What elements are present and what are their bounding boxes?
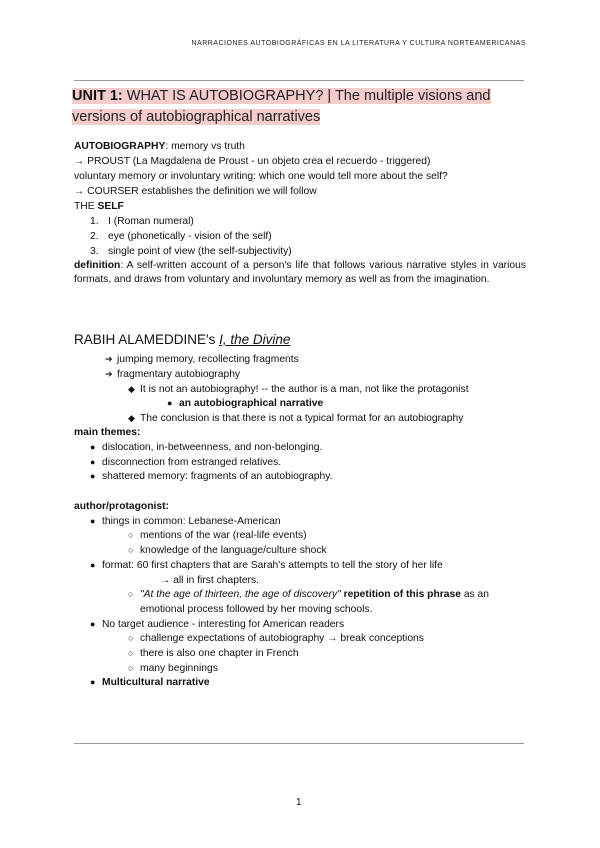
- arrow-bullet-icon: ➔: [105, 354, 113, 364]
- diamond-bullet-icon: ◆: [128, 413, 135, 423]
- multicultural-item: [90, 676, 210, 690]
- sub-text: mentions of the war (real-life events): [140, 530, 307, 541]
- list-item: [90, 245, 292, 259]
- list-text: single point of view (the self-subjectivity): [108, 246, 292, 257]
- title-line2: versions of autobiographical narratives: [72, 109, 321, 125]
- theme-item: [90, 470, 332, 484]
- page-number: 1: [296, 797, 302, 808]
- list-number: 3.: [90, 246, 99, 257]
- common-item: [90, 515, 281, 529]
- sub-item: [128, 632, 424, 646]
- autobiography-line: [74, 140, 245, 154]
- autobiography-term: AUTOBIOGRAPHY: [74, 141, 166, 152]
- list-number: 2.: [90, 231, 99, 242]
- section-heading: [74, 332, 290, 347]
- author-name: RABIH ALAMEDDINE's: [74, 332, 220, 347]
- multicultural-text: Multicultural narrative: [102, 677, 210, 688]
- themes-label: [74, 426, 140, 440]
- circle-bullet-icon: ○: [128, 530, 134, 540]
- dot-bullet-icon: ●: [90, 677, 96, 687]
- voluntary-line: voluntary memory or involuntary writing: which one would tell more about the self?: [74, 171, 448, 182]
- dot-bullet-icon: ●: [90, 560, 96, 570]
- themes-label-text: main themes:: [74, 427, 141, 438]
- circle-bullet-icon: ○: [128, 545, 134, 555]
- target-item: [90, 618, 344, 632]
- sub-text: many beginnings: [140, 663, 218, 674]
- dot-text: an autobiographical narrative: [179, 398, 324, 409]
- dot-bullet-icon: ●: [90, 457, 96, 467]
- quote-rest-text: as an: [460, 589, 490, 600]
- quote-text: "At the age of thirteen, the age of discovery": [140, 589, 341, 600]
- sub-text: there is also one chapter in French: [140, 648, 299, 659]
- the-label: THE: [74, 201, 98, 212]
- header-divider: [74, 80, 524, 81]
- self-label: SELF: [97, 201, 124, 212]
- definition-text: : A self-written account of a person's life that follows various narrative styles in various formats, and draws from voluntary and involuntary memory as well as from the imagination.: [74, 260, 526, 286]
- circle-bullet-icon: ○: [128, 633, 134, 643]
- diamond-text: The conclusion is that there is not a typical format for an autobiography: [140, 413, 464, 424]
- diamond-item: [128, 383, 469, 397]
- format-text: format: 60 first chapters that are Sarah's attempts to tell the story of her life: [102, 560, 443, 571]
- theme-item: [90, 456, 281, 470]
- unit-label: UNIT 1:: [72, 88, 123, 104]
- target-text: No target audience - interesting for American readers: [102, 619, 345, 630]
- diamond-text: It is not an autobiography! -- the author is a man, not like the protagonist: [140, 384, 469, 395]
- dot-bullet-icon: ●: [90, 619, 96, 629]
- arrow-text: jumping memory, recollecting fragments: [117, 354, 299, 365]
- format-item: [90, 559, 443, 573]
- list-text: eye (phonetically - vision of the self): [108, 231, 272, 242]
- dot-bullet-icon: ●: [90, 516, 96, 526]
- list-text: I (Roman numeral): [108, 216, 194, 227]
- theme-text: disconnection from estranged relatives.: [102, 457, 282, 468]
- format-continuation: → all in first chapters.: [160, 575, 259, 586]
- dot-bullet-icon: ●: [90, 471, 96, 481]
- sub-item: [128, 662, 218, 676]
- arrow-bullet-icon: ➔: [105, 369, 113, 379]
- unit-title: [72, 86, 528, 128]
- list-item: [90, 230, 272, 244]
- quote-bold-text: repetition of this phrase: [340, 589, 461, 600]
- running-header: NARRACIONES AUTOBIOGRÁFICAS EN LA LITERATURA Y CULTURA NORTEAMERICANAS: [191, 40, 526, 47]
- sub-item: [128, 529, 307, 543]
- footer-divider: [74, 743, 524, 744]
- sub-text: knowledge of the language/culture shock: [140, 545, 327, 556]
- arrow-item: [105, 353, 299, 367]
- diamond-item: [128, 412, 463, 426]
- common-text: things in common: Lebanese-American: [102, 516, 281, 527]
- theme-text: shattered memory: fragments of an autobiography.: [102, 471, 333, 482]
- dot-bullet-icon: ●: [167, 398, 173, 408]
- ap-label-text: author/protagonist:: [74, 501, 169, 512]
- author-protagonist-label: [74, 500, 169, 514]
- proust-line: → PROUST (La Magdalena de Proust - un objeto crea el recuerdo - triggered): [74, 156, 431, 167]
- sub-item: [128, 544, 327, 558]
- quote-item: [128, 588, 489, 602]
- list-number: 1.: [90, 216, 99, 227]
- definition-label: definition: [74, 260, 121, 271]
- the-self-line: [74, 200, 124, 214]
- list-item: [90, 215, 194, 229]
- arrow-item: [105, 368, 240, 382]
- book-title: I, the Divine: [219, 332, 291, 347]
- quote-continuation: emotional process followed by her moving schools.: [140, 604, 373, 615]
- theme-text: dislocation, in-betweenness, and non-belonging.: [102, 442, 323, 453]
- sub-item: [128, 647, 299, 661]
- theme-item: [90, 441, 322, 455]
- circle-bullet-icon: ○: [128, 589, 134, 599]
- courser-line: → COURSER establishes the definition we will follow: [74, 186, 317, 197]
- dot-item: [167, 397, 323, 411]
- sub-text: challenge expectations of autobiography → break conceptions: [140, 633, 424, 644]
- autobiography-desc: : memory vs truth: [165, 141, 245, 152]
- definition-paragraph: [74, 259, 526, 288]
- arrow-text: fragmentary autobiography: [117, 369, 241, 380]
- dot-bullet-icon: ●: [90, 442, 96, 452]
- diamond-bullet-icon: ◆: [128, 384, 135, 394]
- circle-bullet-icon: ○: [128, 648, 134, 658]
- circle-bullet-icon: ○: [128, 663, 134, 673]
- title-line1: WHAT IS AUTOBIOGRAPHY? | The multiple visions and: [122, 88, 491, 104]
